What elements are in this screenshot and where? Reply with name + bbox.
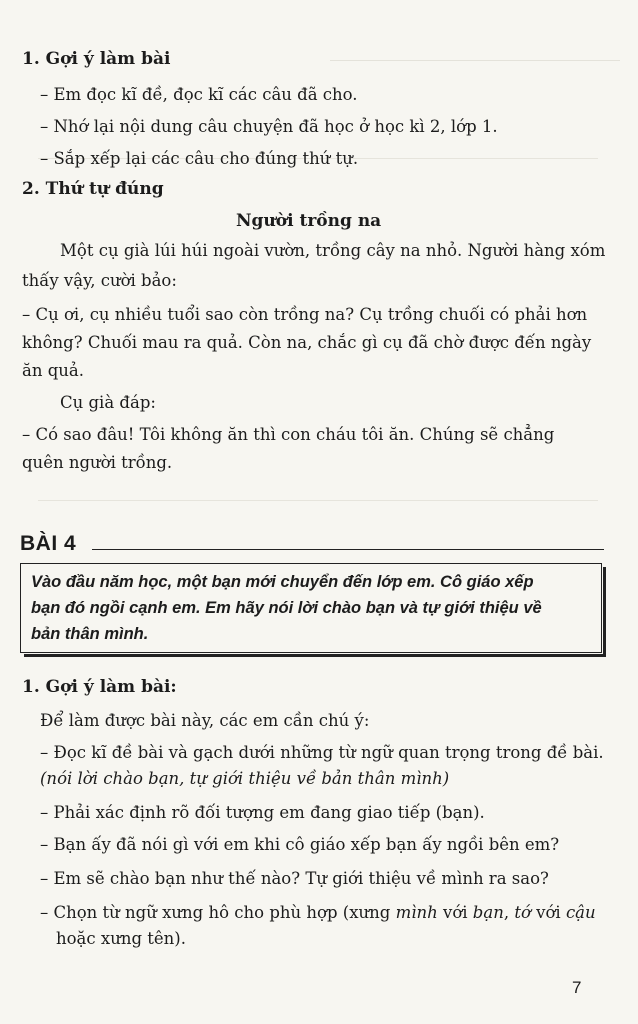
- story-line: – Cụ ơi, cụ nhiều tuổi sao còn trồng na? Cụ trồng chuối có phải hơn: [22, 305, 588, 324]
- suggestion-item: – Sắp xếp lại các câu cho đúng thứ tự.: [40, 149, 359, 168]
- story-line: quên người trồng.: [22, 453, 173, 472]
- suggestion-item: – Em đọc kĩ đề, đọc kĩ các câu đã cho.: [40, 85, 358, 104]
- story-line: không? Chuối mau ra quả. Còn na, chắc gì cụ đã chờ được đến ngày: [22, 333, 592, 352]
- page-number: 7: [572, 978, 582, 997]
- show-through-line: [330, 48, 620, 61]
- exercise-rule: [92, 549, 604, 550]
- tip-item: – Phải xác định rõ đối tượng em đang giao tiếp (bạn).: [40, 803, 485, 822]
- tip-item: – Em sẽ chào bạn như thế nào? Tự giới thiệu về mình ra sao?: [40, 869, 549, 888]
- section-heading-correct-order: 2. Thứ tự đúng: [22, 179, 164, 199]
- story-line: ăn quả.: [22, 361, 84, 380]
- suggestion-item: – Nhớ lại nội dung câu chuyện đã học ở học kì 2, lớp 1.: [40, 117, 498, 136]
- tip-item: – Đọc kĩ đề bài và gạch dưới những từ ngữ quan trọng trong đề bài.: [40, 743, 604, 762]
- tip-note: (nói lời chào bạn, tự giới thiệu về bản thân mình): [40, 769, 450, 788]
- story-line: thấy vậy, cười bảo:: [22, 271, 177, 290]
- tip-item: – Bạn ấy đã nói gì với em khi cô giáo xếp bạn ấy ngồi bên em?: [40, 835, 560, 854]
- tip-item: – Chọn từ ngữ xưng hô cho phù hợp (xưng mình với bạn, tớ với cậu: [40, 903, 596, 922]
- prompt-line: Vào đầu năm học, một bạn mới chuyển đến lớp em. Cô giáo xếp: [31, 573, 534, 591]
- show-through-line: [38, 500, 598, 501]
- section-heading-suggestions: 1. Gợi ý làm bài: [22, 49, 171, 69]
- tip-item-continuation: hoặc xưng tên).: [56, 929, 186, 948]
- story-line: Một cụ già lúi húi ngoài vườn, trồng cây na nhỏ. Người hàng xóm: [60, 241, 606, 260]
- story-line: Cụ già đáp:: [60, 393, 156, 412]
- prompt-line: bạn đó ngồi cạnh em. Em hãy nói lời chào bạn và tự giới thiệu về: [31, 599, 542, 617]
- section-heading-suggestions-2: 1. Gợi ý làm bài:: [22, 677, 177, 697]
- story-title: Người trồng na: [236, 211, 382, 231]
- prompt-line: bản thân mình.: [31, 625, 149, 643]
- exercise-label: BÀI 4: [20, 532, 77, 555]
- intro-text: Để làm được bài này, các em cần chú ý:: [40, 711, 370, 730]
- exercise-prompt-box: [20, 563, 602, 653]
- story-line: – Có sao đâu! Tôi không ăn thì con cháu tôi ăn. Chúng sẽ chẳng: [22, 425, 555, 444]
